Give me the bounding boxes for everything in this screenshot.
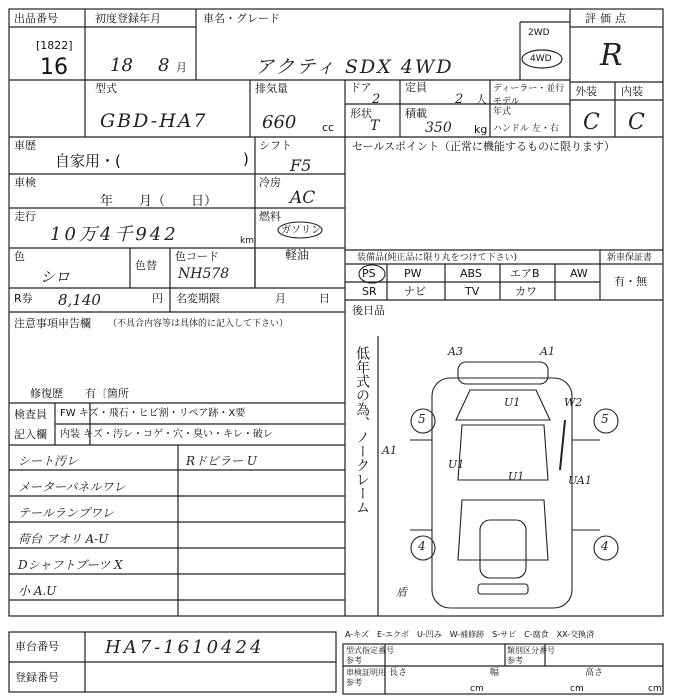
equip-navi: ナビ: [404, 285, 426, 298]
mileage-label: 走行: [14, 210, 36, 223]
note-3: メーターパネルワレ: [18, 480, 126, 494]
displacement-label: 排気量: [255, 82, 288, 95]
usage-value: 自家用・(: [55, 152, 121, 170]
note-7: 小 A.U: [18, 584, 57, 598]
mileage-value: 10万4千942: [50, 224, 179, 245]
rear-note: 盾: [396, 586, 407, 599]
category-number-label: 類別区分番号 参考: [507, 646, 555, 665]
color-change-label: 色替: [135, 259, 157, 272]
load-label: 積載: [405, 107, 427, 120]
note-2: Rドピラー U: [186, 454, 257, 468]
handle-label: ハンドル 左・右: [493, 124, 559, 134]
note-4: テールランプワレ: [18, 506, 114, 520]
car-name-label: 車名・グレード: [203, 12, 280, 25]
mark-u1: U1: [504, 396, 521, 409]
mark-u1-center: U1: [508, 470, 525, 483]
color-code-value: NH578: [178, 266, 230, 282]
mark-a3: A3: [448, 345, 463, 358]
displacement-unit: cc: [322, 121, 335, 134]
model-code: GBD-HA7: [100, 110, 208, 132]
mark-a1-side: A1: [382, 444, 397, 457]
interior-label: 内装: [621, 85, 643, 98]
note-5: 荷台 アオリ A-U: [18, 532, 109, 546]
usage-close: ): [243, 150, 249, 168]
name-change-date: 月 日: [275, 292, 330, 305]
width-label: 幅: [490, 668, 500, 678]
equip-aw: AW: [570, 267, 588, 280]
exterior-grade: C: [583, 110, 600, 135]
notes-title: 注意事項申告欄: [14, 317, 91, 330]
cooling-label: 冷房: [259, 176, 281, 189]
mark-w2: W2: [564, 396, 583, 409]
inspector-label: 検査員: [14, 408, 47, 421]
recycle-label: R券: [14, 292, 33, 305]
new-car-warranty: 新車保証書: [607, 253, 653, 263]
ac-value: AC: [290, 188, 316, 208]
tire-rr: 4: [601, 539, 609, 553]
lot-number: 16: [40, 55, 68, 80]
capacity-value: 2: [455, 92, 464, 107]
registration-label: 登録番号: [15, 671, 59, 684]
later-date-label: 後日品: [352, 304, 385, 317]
equip-pw: PW: [404, 267, 422, 280]
repair-history: 修復歴 有〔箇所: [30, 387, 129, 400]
height-cm: cm: [648, 684, 662, 694]
equip-airbag: エアB: [510, 267, 540, 280]
mark-a1-front: A1: [540, 345, 555, 358]
equip-ps: PS: [362, 267, 376, 280]
history-label: 車歴: [14, 139, 36, 152]
shift-label: シフト: [259, 139, 292, 152]
equip-tv: TV: [465, 285, 480, 298]
shift-value: F5: [290, 156, 312, 175]
length-label: 長さ: [389, 668, 408, 678]
evaluation-label: 評価点: [585, 12, 630, 25]
car-name: アクティ SDX 4WD: [255, 56, 454, 78]
tire-fl: 5: [418, 412, 426, 426]
name-change-label: 名変期限: [176, 292, 220, 305]
recycle-unit: 円: [152, 292, 163, 305]
fw-row: FW キズ・飛石・ヒビ割・リペア跡・X要: [60, 408, 246, 419]
color-value: シロ: [40, 268, 71, 286]
equip-abs: ABS: [460, 267, 482, 280]
capacity-unit: 人: [476, 93, 487, 106]
interior-row: 内装 キズ・汚レ・コゲ・穴・臭い・キレ・破レ: [60, 429, 273, 440]
length-cm: cm: [470, 684, 484, 694]
chassis-label: 車台番号: [15, 640, 59, 653]
fuel-label: 燃料: [259, 210, 281, 223]
sales-point-label: セールスポイント（正常に機能するものに限ります）: [352, 140, 616, 153]
type-cert-label: 型式指定番号 参考: [346, 646, 394, 665]
load-unit: kg: [474, 123, 488, 136]
warranty-value: 有・無: [614, 275, 647, 288]
color-label: 色: [14, 250, 25, 263]
tire-fr: 5: [601, 412, 609, 426]
fuel-gas: ガソリン: [281, 225, 321, 236]
tire-rl: 4: [418, 539, 426, 553]
inspection-date: 年 月（ 日）: [100, 194, 218, 209]
note-6: Dシャフトブーツ X: [18, 558, 123, 572]
note-1: シート汚レ: [18, 454, 79, 468]
shape-value: T: [370, 118, 380, 134]
shape-label: 形状: [350, 107, 372, 120]
lot-number-label: 出品番号: [14, 12, 58, 25]
lot-code: [1822]: [36, 39, 73, 52]
entry-label: 記入欄: [14, 428, 47, 441]
exterior-label: 外装: [575, 85, 597, 98]
model-type-label: 型式: [95, 82, 117, 95]
equip-sr: SR: [362, 285, 377, 298]
legend: A-キズ E-エクボ U-凹み W-補修跡 S-サビ C-腐食 XX-交換済: [345, 630, 595, 639]
color-code-label: 色コード: [175, 250, 219, 263]
reg-month: 8: [158, 55, 170, 76]
vehicle-cert-label: 車検証明用 参考: [346, 668, 386, 687]
load-value: 350: [425, 120, 452, 136]
reg-month-unit: 月: [176, 61, 187, 74]
displacement-value: 660: [262, 112, 297, 133]
mark-u1-left: U1: [448, 458, 465, 471]
height-label: 高さ: [585, 668, 604, 678]
mark-ua1: UA1: [568, 474, 592, 487]
drive-2wd: 2WD: [528, 28, 550, 38]
dealer-label: ディーラー・並行: [493, 84, 565, 94]
fuel-diesel: 軽油: [285, 248, 310, 262]
chassis-number: HA7-1610424: [105, 637, 265, 658]
equip-leather: カワ: [515, 285, 537, 298]
door-value: 2: [372, 92, 381, 107]
inspection-label: 車検: [14, 176, 36, 189]
notes-sub: （不具合内容等は具体的に記入して下さい）: [108, 319, 289, 329]
interior-grade: C: [628, 110, 645, 135]
width-cm: cm: [570, 684, 584, 694]
mileage-unit: km: [240, 236, 254, 246]
door-label: ドア: [350, 81, 372, 94]
reg-year: 18: [110, 55, 133, 76]
vertical-note: 低年式の為、ノークレーム: [354, 346, 370, 514]
first-reg-label: 初度登録年月: [95, 12, 161, 25]
equipment-title: 装備品(純正品に限り丸をつけて下さい): [357, 253, 518, 263]
model-year-label: モデル 年式: [493, 97, 520, 117]
recycle-value: 8,140: [58, 291, 101, 309]
drive-4wd: 4WD: [530, 54, 552, 64]
capacity-label: 定員: [405, 81, 427, 94]
evaluation-score: R: [600, 38, 623, 73]
